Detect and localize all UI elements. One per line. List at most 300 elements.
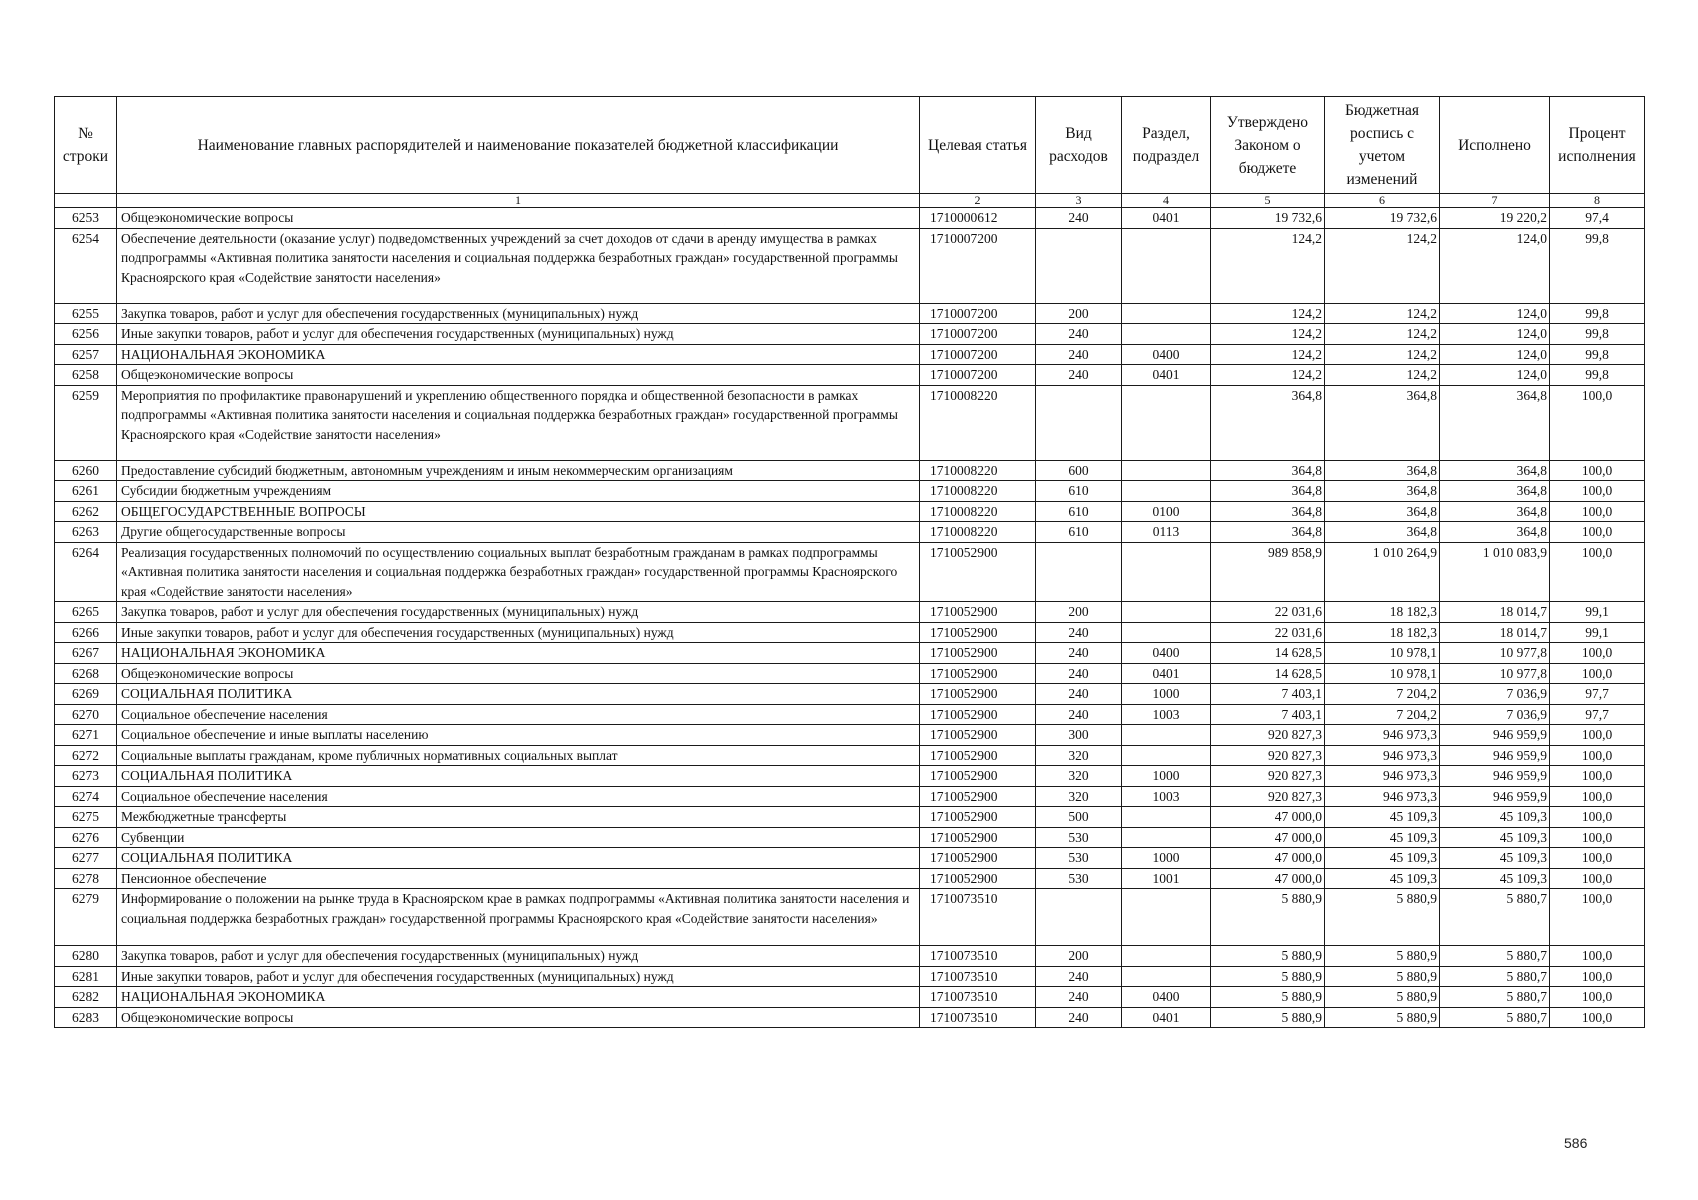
budget-schedule-cell: 5 880,9 <box>1325 966 1440 987</box>
row-number-cell: 6270 <box>55 704 117 725</box>
section-cell: 0400 <box>1122 344 1211 365</box>
expense-type-cell: 240 <box>1036 344 1122 365</box>
header-target-article: Целевая статья <box>920 97 1036 194</box>
approved-cell: 364,8 <box>1211 522 1325 543</box>
name-cell: НАЦИОНАЛЬНАЯ ЭКОНОМИКА <box>117 344 920 365</box>
table-row <box>55 807 1645 828</box>
table-row <box>55 684 1645 705</box>
executed-cell: 946 959,9 <box>1440 725 1550 746</box>
expense-type-cell: 600 <box>1036 460 1122 481</box>
target-article-cell: 1710052900 <box>920 643 1036 664</box>
approved-cell: 47 000,0 <box>1211 807 1325 828</box>
section-cell <box>1122 946 1211 967</box>
row-number-cell: 6271 <box>55 725 117 746</box>
column-number: 7 <box>1440 194 1550 208</box>
section-cell <box>1122 966 1211 987</box>
budget-schedule-cell: 45 109,3 <box>1325 807 1440 828</box>
approved-cell: 14 628,5 <box>1211 663 1325 684</box>
row-number-cell: 6266 <box>55 622 117 643</box>
row-number-cell: 6282 <box>55 987 117 1008</box>
table-row <box>55 745 1645 766</box>
section-cell: 0401 <box>1122 663 1211 684</box>
row-number-cell: 6260 <box>55 460 117 481</box>
target-article-cell: 1710052900 <box>920 745 1036 766</box>
row-number-cell: 6257 <box>55 344 117 365</box>
percent-cell: 99,8 <box>1550 303 1645 324</box>
expense-type-cell: 240 <box>1036 324 1122 345</box>
name-cell: Закупка товаров, работ и услуг для обеспечения государственных (муниципальных) нужд <box>117 602 920 623</box>
target-article-cell: 1710073510 <box>920 987 1036 1008</box>
row-number-cell: 6267 <box>55 643 117 664</box>
column-number: 6 <box>1325 194 1440 208</box>
percent-cell: 100,0 <box>1550 868 1645 889</box>
percent-cell: 99,8 <box>1550 228 1645 303</box>
budget-schedule-cell: 946 973,3 <box>1325 745 1440 766</box>
expense-type-cell: 240 <box>1036 1007 1122 1028</box>
executed-cell: 10 977,8 <box>1440 643 1550 664</box>
row-number-cell: 6276 <box>55 827 117 848</box>
budget-schedule-cell: 124,2 <box>1325 228 1440 303</box>
section-cell <box>1122 228 1211 303</box>
approved-cell: 22 031,6 <box>1211 602 1325 623</box>
target-article-cell: 1710052900 <box>920 766 1036 787</box>
section-cell: 1000 <box>1122 684 1211 705</box>
expense-type-cell: 530 <box>1036 827 1122 848</box>
row-number-cell: 6253 <box>55 208 117 229</box>
approved-cell: 124,2 <box>1211 324 1325 345</box>
name-cell: СОЦИАЛЬНАЯ ПОЛИТИКА <box>117 684 920 705</box>
section-cell <box>1122 889 1211 946</box>
row-number-cell: 6272 <box>55 745 117 766</box>
executed-cell: 7 036,9 <box>1440 704 1550 725</box>
executed-cell: 124,0 <box>1440 303 1550 324</box>
approved-cell: 5 880,9 <box>1211 966 1325 987</box>
section-cell <box>1122 827 1211 848</box>
executed-cell: 5 880,7 <box>1440 966 1550 987</box>
target-article-cell: 1710052900 <box>920 725 1036 746</box>
budget-schedule-cell: 19 732,6 <box>1325 208 1440 229</box>
target-article-cell: 1710073510 <box>920 946 1036 967</box>
row-number-cell: 6264 <box>55 542 117 602</box>
table-row <box>55 848 1645 869</box>
table-row <box>55 827 1645 848</box>
budget-schedule-cell: 946 973,3 <box>1325 766 1440 787</box>
name-cell: Субсидии бюджетным учреждениям <box>117 481 920 502</box>
percent-cell: 97,7 <box>1550 704 1645 725</box>
budget-schedule-cell: 10 978,1 <box>1325 663 1440 684</box>
header-budget-schedule: Бюджетная роспись с учетом изменений <box>1325 97 1440 194</box>
budget-schedule-cell: 7 204,2 <box>1325 684 1440 705</box>
budget-schedule-cell: 7 204,2 <box>1325 704 1440 725</box>
table-row <box>55 303 1645 324</box>
section-cell <box>1122 602 1211 623</box>
name-cell: Информирование о положении на рынке труда в Красноярском крае в рамках подпрограммы «Активная политика занятости населения и социальная поддержка безработных граждан» государственной программы Красноярского края «Содействие занятости населения» <box>117 889 920 946</box>
target-article-cell: 1710052900 <box>920 663 1036 684</box>
budget-schedule-cell: 1 010 264,9 <box>1325 542 1440 602</box>
percent-cell: 99,8 <box>1550 324 1645 345</box>
section-cell: 0401 <box>1122 208 1211 229</box>
section-cell <box>1122 324 1211 345</box>
name-cell: Межбюджетные трансферты <box>117 807 920 828</box>
percent-cell: 100,0 <box>1550 889 1645 946</box>
budget-schedule-cell: 946 973,3 <box>1325 786 1440 807</box>
target-article-cell: 1710008220 <box>920 385 1036 460</box>
approved-cell: 22 031,6 <box>1211 622 1325 643</box>
name-cell: Реализация государственных полномочий по осуществлению социальных выплат безработным гражданам в рамках подпрограммы «Активная политика занятости населения и социальная поддержка безработных граждан» государственной программы Красноярского края «Содействие занятости населения» <box>117 542 920 602</box>
name-cell: Мероприятия по профилактике правонарушений и укреплению общественного порядка и общественной безопасности в рамках подпрограммы «Активная политика занятости населения и социальная поддержка безработных граждан» государственной программы Красноярского края «Содействие занятости населения» <box>117 385 920 460</box>
budget-schedule-cell: 10 978,1 <box>1325 643 1440 664</box>
table-row <box>55 460 1645 481</box>
name-cell: Социальное обеспечение и иные выплаты населению <box>117 725 920 746</box>
table-row <box>55 365 1645 386</box>
expense-type-cell: 240 <box>1036 208 1122 229</box>
executed-cell: 946 959,9 <box>1440 745 1550 766</box>
name-cell: Социальные выплаты гражданам, кроме публичных нормативных социальных выплат <box>117 745 920 766</box>
percent-cell: 99,1 <box>1550 602 1645 623</box>
table-row <box>55 663 1645 684</box>
executed-cell: 364,8 <box>1440 481 1550 502</box>
executed-cell: 124,0 <box>1440 365 1550 386</box>
budget-schedule-cell: 364,8 <box>1325 522 1440 543</box>
name-cell: НАЦИОНАЛЬНАЯ ЭКОНОМИКА <box>117 987 920 1008</box>
section-cell <box>1122 481 1211 502</box>
approved-cell: 920 827,3 <box>1211 766 1325 787</box>
approved-cell: 364,8 <box>1211 385 1325 460</box>
budget-schedule-cell: 5 880,9 <box>1325 889 1440 946</box>
row-number-cell: 6256 <box>55 324 117 345</box>
expense-type-cell: 240 <box>1036 643 1122 664</box>
executed-cell: 5 880,7 <box>1440 946 1550 967</box>
percent-cell: 100,0 <box>1550 848 1645 869</box>
approved-cell: 989 858,9 <box>1211 542 1325 602</box>
row-number-cell: 6273 <box>55 766 117 787</box>
name-cell: СОЦИАЛЬНАЯ ПОЛИТИКА <box>117 848 920 869</box>
column-number <box>55 194 117 208</box>
expense-type-cell: 610 <box>1036 481 1122 502</box>
target-article-cell: 1710052900 <box>920 704 1036 725</box>
percent-cell: 99,8 <box>1550 365 1645 386</box>
expense-type-cell: 610 <box>1036 522 1122 543</box>
executed-cell: 5 880,7 <box>1440 1007 1550 1028</box>
name-cell: Закупка товаров, работ и услуг для обеспечения государственных (муниципальных) нужд <box>117 946 920 967</box>
expense-type-cell <box>1036 889 1122 946</box>
header-approved: Утверждено Законом о бюджете <box>1211 97 1325 194</box>
table-row <box>55 324 1645 345</box>
column-number: 8 <box>1550 194 1645 208</box>
section-cell: 1000 <box>1122 766 1211 787</box>
percent-cell: 100,0 <box>1550 643 1645 664</box>
section-cell: 0400 <box>1122 987 1211 1008</box>
budget-schedule-cell: 946 973,3 <box>1325 725 1440 746</box>
approved-cell: 14 628,5 <box>1211 643 1325 664</box>
name-cell: Предоставление субсидий бюджетным, автономным учреждениям и иным некоммерческим организациям <box>117 460 920 481</box>
name-cell: НАЦИОНАЛЬНАЯ ЭКОНОМИКА <box>117 643 920 664</box>
approved-cell: 7 403,1 <box>1211 704 1325 725</box>
column-number-row <box>55 194 1645 208</box>
percent-cell: 97,7 <box>1550 684 1645 705</box>
expense-type-cell: 320 <box>1036 745 1122 766</box>
executed-cell: 19 220,2 <box>1440 208 1550 229</box>
approved-cell: 364,8 <box>1211 481 1325 502</box>
budget-schedule-cell: 5 880,9 <box>1325 1007 1440 1028</box>
row-number-cell: 6274 <box>55 786 117 807</box>
expense-type-cell: 240 <box>1036 684 1122 705</box>
executed-cell: 1 010 083,9 <box>1440 542 1550 602</box>
budget-schedule-cell: 124,2 <box>1325 324 1440 345</box>
name-cell: Социальное обеспечение населения <box>117 704 920 725</box>
header-row <box>55 97 1645 194</box>
row-number-cell: 6281 <box>55 966 117 987</box>
expense-type-cell: 240 <box>1036 622 1122 643</box>
target-article-cell: 1710073510 <box>920 889 1036 946</box>
expense-type-cell: 240 <box>1036 987 1122 1008</box>
table-row <box>55 208 1645 229</box>
section-cell <box>1122 745 1211 766</box>
expense-type-cell: 610 <box>1036 501 1122 522</box>
executed-cell: 124,0 <box>1440 344 1550 365</box>
row-number-cell: 6268 <box>55 663 117 684</box>
header-row-number: № строки <box>55 97 117 194</box>
name-cell: Субвенции <box>117 827 920 848</box>
page-number: 586 <box>1564 1135 1588 1151</box>
executed-cell: 7 036,9 <box>1440 684 1550 705</box>
expense-type-cell <box>1036 228 1122 303</box>
executed-cell: 5 880,7 <box>1440 987 1550 1008</box>
budget-schedule-cell: 364,8 <box>1325 501 1440 522</box>
row-number-cell: 6261 <box>55 481 117 502</box>
executed-cell: 124,0 <box>1440 324 1550 345</box>
budget-schedule-cell: 364,8 <box>1325 481 1440 502</box>
expense-type-cell: 200 <box>1036 946 1122 967</box>
target-article-cell: 1710052900 <box>920 868 1036 889</box>
section-cell: 0100 <box>1122 501 1211 522</box>
section-cell <box>1122 385 1211 460</box>
name-cell: Закупка товаров, работ и услуг для обеспечения государственных (муниципальных) нужд <box>117 303 920 324</box>
budget-schedule-cell: 124,2 <box>1325 303 1440 324</box>
percent-cell: 100,0 <box>1550 946 1645 967</box>
expense-type-cell: 240 <box>1036 966 1122 987</box>
approved-cell: 124,2 <box>1211 365 1325 386</box>
target-article-cell: 1710008220 <box>920 522 1036 543</box>
table-row <box>55 643 1645 664</box>
row-number-cell: 6258 <box>55 365 117 386</box>
expense-type-cell: 240 <box>1036 704 1122 725</box>
executed-cell: 18 014,7 <box>1440 602 1550 623</box>
executed-cell: 364,8 <box>1440 501 1550 522</box>
executed-cell: 45 109,3 <box>1440 848 1550 869</box>
section-cell: 1003 <box>1122 786 1211 807</box>
executed-cell: 18 014,7 <box>1440 622 1550 643</box>
table-row <box>55 542 1645 602</box>
table-row <box>55 946 1645 967</box>
budget-schedule-cell: 45 109,3 <box>1325 848 1440 869</box>
row-number-cell: 6277 <box>55 848 117 869</box>
name-cell: Пенсионное обеспечение <box>117 868 920 889</box>
budget-schedule-cell: 18 182,3 <box>1325 602 1440 623</box>
percent-cell: 100,0 <box>1550 766 1645 787</box>
approved-cell: 7 403,1 <box>1211 684 1325 705</box>
row-number-cell: 6263 <box>55 522 117 543</box>
name-cell: СОЦИАЛЬНАЯ ПОЛИТИКА <box>117 766 920 787</box>
target-article-cell: 1710052900 <box>920 807 1036 828</box>
target-article-cell: 1710052900 <box>920 602 1036 623</box>
row-number-cell: 6283 <box>55 1007 117 1028</box>
name-cell: Социальное обеспечение населения <box>117 786 920 807</box>
row-number-cell: 6275 <box>55 807 117 828</box>
header-percent: Процент исполнения <box>1550 97 1645 194</box>
percent-cell: 100,0 <box>1550 966 1645 987</box>
executed-cell: 45 109,3 <box>1440 868 1550 889</box>
budget-schedule-cell: 364,8 <box>1325 460 1440 481</box>
section-cell <box>1122 725 1211 746</box>
approved-cell: 920 827,3 <box>1211 745 1325 766</box>
percent-cell: 100,0 <box>1550 501 1645 522</box>
name-cell: Иные закупки товаров, работ и услуг для обеспечения государственных (муниципальных) нужд <box>117 966 920 987</box>
percent-cell: 97,4 <box>1550 208 1645 229</box>
table-row <box>55 889 1645 946</box>
name-cell: ОБЩЕГОСУДАРСТВЕННЫЕ ВОПРОСЫ <box>117 501 920 522</box>
table-row <box>55 786 1645 807</box>
section-cell <box>1122 460 1211 481</box>
table-row <box>55 228 1645 303</box>
expense-type-cell <box>1036 385 1122 460</box>
approved-cell: 124,2 <box>1211 303 1325 324</box>
expense-type-cell: 200 <box>1036 602 1122 623</box>
budget-schedule-cell: 45 109,3 <box>1325 868 1440 889</box>
table-row <box>55 385 1645 460</box>
name-cell: Общеэкономические вопросы <box>117 365 920 386</box>
percent-cell: 100,0 <box>1550 725 1645 746</box>
table-row <box>55 501 1645 522</box>
executed-cell: 124,0 <box>1440 228 1550 303</box>
name-cell: Общеэкономические вопросы <box>117 1007 920 1028</box>
budget-schedule-cell: 124,2 <box>1325 344 1440 365</box>
budget-schedule-cell: 124,2 <box>1325 365 1440 386</box>
table-row <box>55 725 1645 746</box>
name-cell: Общеэкономические вопросы <box>117 663 920 684</box>
table-row <box>55 868 1645 889</box>
target-article-cell: 1710052900 <box>920 827 1036 848</box>
table-row <box>55 481 1645 502</box>
percent-cell: 100,0 <box>1550 663 1645 684</box>
target-article-cell: 1710052900 <box>920 684 1036 705</box>
table-row <box>55 766 1645 787</box>
target-article-cell: 1710007200 <box>920 228 1036 303</box>
budget-schedule-cell: 18 182,3 <box>1325 622 1440 643</box>
approved-cell: 364,8 <box>1211 460 1325 481</box>
table-row <box>55 1007 1645 1028</box>
approved-cell: 19 732,6 <box>1211 208 1325 229</box>
executed-cell: 45 109,3 <box>1440 827 1550 848</box>
row-number-cell: 6278 <box>55 868 117 889</box>
column-number: 5 <box>1211 194 1325 208</box>
budget-schedule-cell: 364,8 <box>1325 385 1440 460</box>
row-number-cell: 6262 <box>55 501 117 522</box>
approved-cell: 920 827,3 <box>1211 725 1325 746</box>
approved-cell: 920 827,3 <box>1211 786 1325 807</box>
approved-cell: 47 000,0 <box>1211 868 1325 889</box>
section-cell <box>1122 807 1211 828</box>
percent-cell: 100,0 <box>1550 385 1645 460</box>
target-article-cell: 1710000612 <box>920 208 1036 229</box>
row-number-cell: 6255 <box>55 303 117 324</box>
expense-type-cell: 320 <box>1036 766 1122 787</box>
name-cell: Иные закупки товаров, работ и услуг для обеспечения государственных (муниципальных) нужд <box>117 324 920 345</box>
approved-cell: 5 880,9 <box>1211 889 1325 946</box>
budget-schedule-cell: 5 880,9 <box>1325 946 1440 967</box>
target-article-cell: 1710052900 <box>920 786 1036 807</box>
section-cell: 1001 <box>1122 868 1211 889</box>
budget-sheet <box>54 96 1644 1028</box>
row-number-cell: 6254 <box>55 228 117 303</box>
column-number: 3 <box>1036 194 1122 208</box>
header-section: Раздел, подраздел <box>1122 97 1211 194</box>
budget-table <box>54 96 1645 1028</box>
executed-cell: 946 959,9 <box>1440 766 1550 787</box>
table-row <box>55 966 1645 987</box>
expense-type-cell: 300 <box>1036 725 1122 746</box>
target-article-cell: 1710008220 <box>920 501 1036 522</box>
target-article-cell: 1710073510 <box>920 966 1036 987</box>
percent-cell: 100,0 <box>1550 542 1645 602</box>
section-cell <box>1122 542 1211 602</box>
approved-cell: 5 880,9 <box>1211 987 1325 1008</box>
percent-cell: 100,0 <box>1550 987 1645 1008</box>
name-cell: Другие общегосударственные вопросы <box>117 522 920 543</box>
section-cell: 0401 <box>1122 1007 1211 1028</box>
target-article-cell: 1710008220 <box>920 481 1036 502</box>
expense-type-cell: 530 <box>1036 848 1122 869</box>
name-cell: Общеэкономические вопросы <box>117 208 920 229</box>
section-cell: 0113 <box>1122 522 1211 543</box>
expense-type-cell <box>1036 542 1122 602</box>
expense-type-cell: 530 <box>1036 868 1122 889</box>
approved-cell: 47 000,0 <box>1211 848 1325 869</box>
percent-cell: 100,0 <box>1550 1007 1645 1028</box>
section-cell: 1003 <box>1122 704 1211 725</box>
approved-cell: 5 880,9 <box>1211 946 1325 967</box>
percent-cell: 100,0 <box>1550 827 1645 848</box>
section-cell: 1000 <box>1122 848 1211 869</box>
table-body <box>55 208 1645 1028</box>
approved-cell: 364,8 <box>1211 501 1325 522</box>
section-cell <box>1122 303 1211 324</box>
column-number: 4 <box>1122 194 1211 208</box>
percent-cell: 100,0 <box>1550 807 1645 828</box>
column-number: 1 <box>117 194 920 208</box>
percent-cell: 100,0 <box>1550 481 1645 502</box>
executed-cell: 364,8 <box>1440 460 1550 481</box>
percent-cell: 99,8 <box>1550 344 1645 365</box>
section-cell: 0400 <box>1122 643 1211 664</box>
row-number-cell: 6280 <box>55 946 117 967</box>
table-row <box>55 704 1645 725</box>
table-row <box>55 344 1645 365</box>
executed-cell: 946 959,9 <box>1440 786 1550 807</box>
executed-cell: 45 109,3 <box>1440 807 1550 828</box>
executed-cell: 5 880,7 <box>1440 889 1550 946</box>
header-expense-type: Вид расходов <box>1036 97 1122 194</box>
percent-cell: 100,0 <box>1550 745 1645 766</box>
percent-cell: 99,1 <box>1550 622 1645 643</box>
target-article-cell: 1710052900 <box>920 542 1036 602</box>
header-executed: Исполнено <box>1440 97 1550 194</box>
approved-cell: 124,2 <box>1211 228 1325 303</box>
table-row <box>55 522 1645 543</box>
approved-cell: 5 880,9 <box>1211 1007 1325 1028</box>
percent-cell: 100,0 <box>1550 786 1645 807</box>
expense-type-cell: 200 <box>1036 303 1122 324</box>
